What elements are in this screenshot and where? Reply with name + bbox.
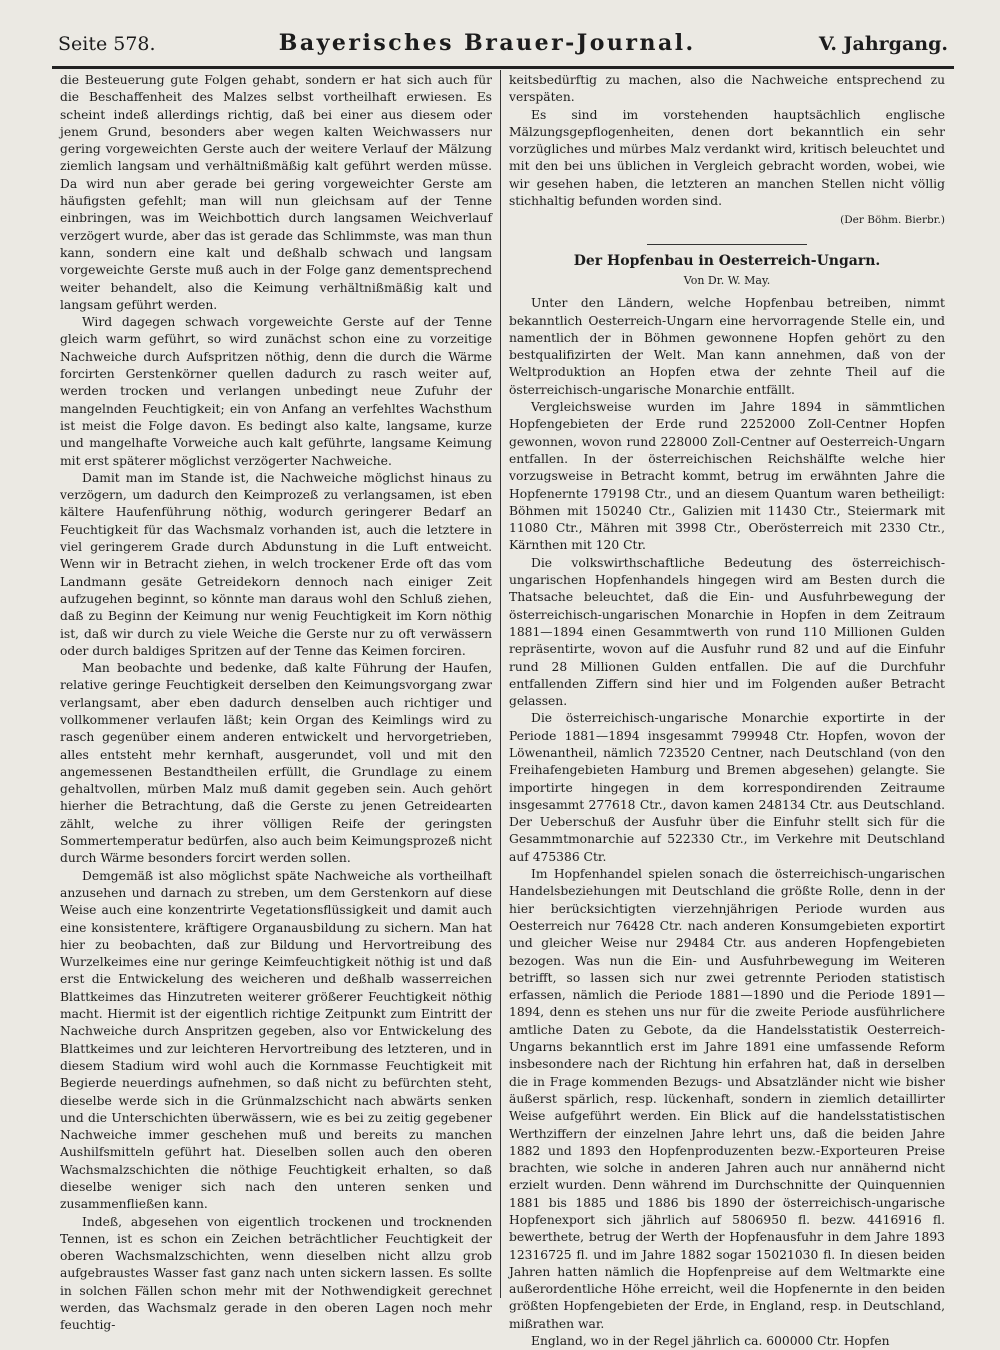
paragraph: Damit man im Stande ist, die Nachweiche möglichst hinaus zu verzögern, um dadurch den Keimprozeß zu verlangsamen, ist eben kältere Haufenführung nöthig, wodurch geringerer Bedarf an Feuchtigkeit für das Wachsmalz vorhanden ist, auch die letztere in viel geringerem Grade durch Abdunstung in die Luft entweicht. Wenn wir in Betracht ziehen, in welch trockener Erde oft das vom Landmann gesäte Getreidekorn dennoch nach einiger Zeit aufzugehen beginnt, so könnte man daraus wohl den Schluß ziehen, daß zu Beginn der Keimung nur wenig Feuchtigkeit im Korn nöthig ist, daß wir durch zu viele Weiche die Gerste nur zu oft verwässern oder durch baldiges Spritzen auf der Tenne das Keimen forciren. <box>60 470 492 658</box>
paragraph: Demgemäß ist also möglichst späte Nachweiche als vortheilhaft anzusehen und darnach zu streben, um dem Gerstenkorn auf diese Weise auch eine konzentrirte Vegetationsflüssigkeit und damit auch eine konsistentere, kräftigere Organausbildung zu sichern. Man hat hier zu beobachten, daß zur Bildung und Hervortreibung des Wurzelkeimes eine nur geringe Keimfeuchtigkeit nöthig ist und daß erst die Entwickelung des weicheren und deßhalb wasserreichen Blattkeimes das Hinzutreten weiterer größerer Feuchtigkeit nöthig macht. Hiermit ist der eigentlich richtige Zeitpunkt zum Eintritt der Nachweiche durch Anspritzen gegeben, also vor Entwickelung des Blattkeimes und zur leichteren Hervortreibung des letzteren, und in diesem Stadium wird wohl auch die Kornmasse Feuchtigkeit mit Begierde neuerdings aufnehmen, so daß nicht zu befürchten steht, dieselbe werde sich in die Grünmalzschicht nach abwärts senken und die Unterschichten überwässern, wie es bei zu zeitig gegebener Nachweiche immer geschehen muß und bereits zu manchen Aushilfsmitteln geführt hat. Dieselben sollen auch den oberen Wachsmalzschichten die nöthige Feuchtigkeit erhalten, so daß dieselbe weniger sich nach den unteren senken und zusammenfließen kann. <box>60 868 492 1212</box>
paragraph: Im Hopfenhandel spielen sonach die österreichisch-ungarischen Handelsbeziehungen mit Deutschland die größte Rolle, denn in der hier berücksichtigten vierzehnjährigen Periode wurden aus Oesterreich nur 76428 Ctr. nach anderen Konsumgebieten exportirt und gleicher Weise nur 29484 Ctr. aus anderen Hopfengebieten bezogen. Was nun die Ein- und Ausfuhrbewegung im Weiteren betrifft, so lassen sich nur zwei getrennte Perioden statistisch erfassen, nämlich die Periode 1881—1890 und die Periode 1891—1894, denn es stehen uns nur für die zweite Periode ausführlichere amtliche Daten zu Gebote, da die Handelsstatistik Oesterreich-Ungarns bekanntlich erst im Jahre 1891 eine umfassende Reform insbesondere nach der Richtung hin erfahren hat, daß in derselben die in Frage kommenden Bezugs- und Absatzländer nicht wie bisher äußerst spärlich, resp. lückenhaft, sondern in ziemlich detaillirter Weise aufgeführt werden. Ein Blick auf die handelsstatistischen Werthziffern der einzelnen Jahre lehrt uns, daß die beiden Jahre 1882 und 1893 den Hopfenproduzenten bezw.-Exporteuren Preise brachten, wie solche in anderen Jahren auch nur annähernd nicht erzielt wurden. Denn während im Durchschnitte der Quinquennien 1881 bis 1885 und 1886 bis 1890 der österreichisch-ungarische Hopfenexport sich jährlich auf 5806950 fl. bezw. 4416916 fl. bewerthete, betrug der Werth der Hopfenausfuhr in dem Jahre 1893 12316725 fl. und im Jahre 1882 sogar 15021030 fl. In diesen beiden Jahren hatten nämlich die Hopfenpreise auf dem Weltmarkte eine außerordentliche Höhe erreicht, weil die Hopfenernte in den beiden größten Hopfengebieten der Erde, in England, resp. in Deutschland, mißrathen war. <box>509 867 945 1331</box>
paragraph: die Besteuerung gute Folgen gehabt, sondern er hat sich auch für die Beschaffenheit des Malzes selbst vortheilhaft erwiesen. Es scheint indeß allerdings richtig, daß bei einer aus diesem oder jenem Grund, besonders aber wegen kalten Weichwassers nur gering vorgeweichten Gerste auch der weitere Verlauf der Mälzung ziemlich langsam und verhältnißmäßig kalt geführt werden müsse. Da wird nun aber gerade bei gering vorgeweichter Gerste am häufigsten gefehlt; man will nun gleichsam auf der Tenne einbringen, was im Weichbottich durch langsamen Weichverlauf verzögert wurde, aber das ist gerade das Schlimmste, was man thun kann, sondern eine kalt und deßhalb schwach und langsam vorgeweichte Gerste muß auch in der Folge ganz dementsprechend weiter behandelt, also die Keimung verhältnißmäßig kalt und langsam geführt werden. <box>60 73 492 312</box>
journal-title: Bayerisches Brauer-Journal. <box>278 30 696 56</box>
article-separator <box>647 244 807 245</box>
header-rule <box>52 66 954 69</box>
volume-label: V. Jahrgang. <box>818 33 948 55</box>
paragraph: Wird dagegen schwach vorgeweichte Gerste auf der Tenne gleich warm geführt, so wird zunächst schon eine zu vorzeitige Nachweiche durch Aufspritzen nöthig, denn die durch die Wärme forcirten Gerstenkörner quellen dadurch zu rasch weiter auf, werden trocken und verlangen unbedingt neue Zufuhr der mangelnden Feuchtigkeit; ein von Anfang an verfehltes Wachsthum ist meist die Folge davon. Es bedingt also kalte, langsame, kurze und mangelhafte Vorweiche auch kalt geführte, langsame Keimung mit erst späterer möglichst verzögerter Nachweiche. <box>60 315 492 468</box>
paragraph: keitsbedürftig zu machen, also die Nachweiche entsprechend zu verspäten. <box>509 73 945 105</box>
page-number: Seite 578. <box>58 33 156 55</box>
paragraph: Unter den Ländern, welche Hopfenbau betreiben, nimmt bekanntlich Oesterreich-Ungarn eine hervorragende Stelle ein, und namentlich der in Böhmen gewonnene Hopfen gehört zu den bestqualifizirten der Welt. Man kann annehmen, daß von der Weltproduktion an Hopfen etwa der zehnte Theil auf die österreichisch-ungarische Monarchie entfällt. <box>509 296 945 397</box>
paragraph: Die volkswirthschaftliche Bedeutung des österreichisch-ungarischen Hopfenhandels hingegen wird am Besten durch die Thatsache beleuchtet, daß die Ein- und Ausfuhrbewegung der österreichisch-ungarischen Monarchie in Hopfen in dem Zeitraum 1881—1894 einen Gesammtwerth von rund 110 Millionen Gulden repräsentirte, wovon auf die Ausfuhr rund 82 und auf die Einfuhr rund 28 Millionen Gulden entfallen. Die auf die Durchfuhr entfallenden Ziffern sind hier und im Folgenden außer Betracht gelassen. <box>509 555 945 709</box>
paragraph: Indeß, abgesehen von eigentlich trockenen und trocknenden Tennen, ist es schon ein Zeichen beträchtlicher Feuchtigkeit der oberen Wachsmalzschichten, wenn dieselben nicht allzu grob aufgebraustes Wasser fast ganz nach unten sickern lassen. Es sollte in solchen Fällen schon mehr mit der Nothwendigkeit gerechnet werden, das Wachsmalz gerade in den oberen Lagen noch mehr feuchtig- <box>60 1214 492 1333</box>
page-header <box>58 30 948 64</box>
paragraph: Vergleichsweise wurden im Jahre 1894 in sämmtlichen Hopfengebieten der Erde rund 2252000 Zoll-Centner Hopfen gewonnen, wovon rund 228000 Zoll-Centner auf Oesterreich-Ungarn entfallen. In der österreichischen Reichshälfte welche hier vorzugsweise in Betracht kommt, betrug im erwähnten Jahre die Hopfenernte 179198 Ctr., und an diesem Quantum waren betheiligt: Böhmen mit 150240 Ctr., Galizien mit 11430 Ctr., Steiermark mit 11080 Ctr., Mähren mit 3998 Ctr., Oberösterreich mit 2330 Ctr., Kärnthen mit 120 Ctr. <box>509 400 945 553</box>
paragraph: Es sind im vorstehenden hauptsächlich englische Mälzungsgepflogenheiten, denen dort bekanntlich ein sehr vorzügliches und mürbes Malz verdankt wird, kritisch beleuchtet und mit den bei uns üblichen in Vergleich gebracht worden, wobei, wie wir gesehen haben, die letzteren an manchen Stellen nicht völlig stichhaltig befunden worden sind. <box>509 107 945 209</box>
column-divider <box>500 70 501 1298</box>
paragraph: Die österreichisch-ungarische Monarchie exportirte in der Periode 1881—1894 insgesammt 799948 Ctr. Hopfen, wovon der Löwenantheil, nämlich 723520 Centner, nach Deutschland (von den Freihafengebieten Hamburg und Bremen abgesehen) gelangte. Sie importirte hingegen in dem korrespondirenden Zeitraume insgesammt 277618 Ctr., davon kamen 248134 Ctr. aus Deutschland. Der Ueberschuß der Ausfuhr über die Einfuhr stellt sich für die Gesammtmonarchie auf 522330 Ctr., im Verkehre mit Deutschland auf 475386 Ctr. <box>509 711 945 864</box>
paragraph: England, wo in der Regel jährlich ca. 600000 Ctr. Hopfen <box>531 1334 890 1349</box>
article-title: Der Hopfenbau in Oesterreich-Ungarn. <box>573 252 881 269</box>
article-byline: Von Dr. W. May. <box>683 273 771 287</box>
source-citation: (Der Böhm. Bierbr.) <box>840 214 945 227</box>
left-column <box>60 72 492 1335</box>
right-column <box>509 72 945 1350</box>
paragraph: Man beobachte und bedenke, daß kalte Führung der Haufen, relative geringe Feuchtigkeit derselben den Keimungsvorgang zwar verlangsamt, aber eben dadurch denselben auch richtiger und vollkommener verlaufen läßt; kein Organ des Keimlings wird zu rasch gegenüber einem anderen entwickelt und hervorgetrieben, alles entsteht mehr kernhaft, ausgerundet, voll und mit den angemessenen Bestandtheilen erfüllt, die Grundlage zu einem gehaltvollen, mürben Malz muß damit gegeben sein. Auch gehört hierher die Betrachtung, daß die Gerste zu jenen Getreidearten zählt, welche zu ihrer völligen Reife der geringsten Sommertemperatur bedürfen, also auch beim Keimungsprozeß nicht durch Wärme besonders forcirt werden sollen. <box>60 661 492 866</box>
